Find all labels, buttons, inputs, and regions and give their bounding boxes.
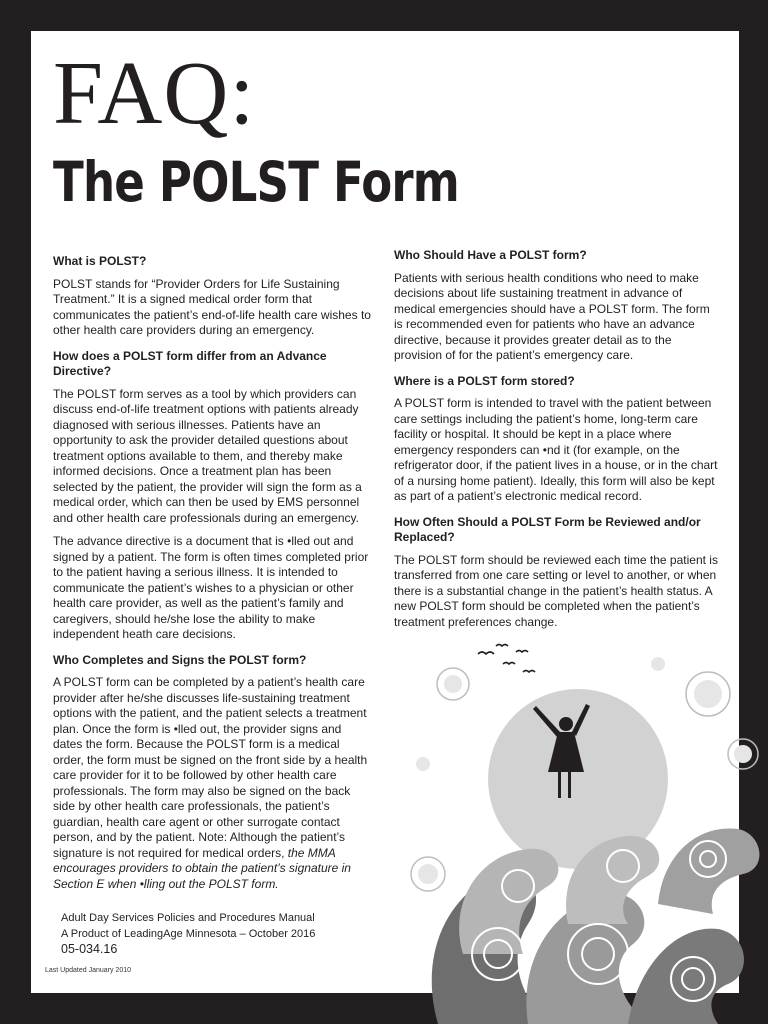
section-heading-differ-from-advance-directive: How does a POLST form differ from an Advance Directive? (53, 348, 327, 378)
section-heading-who-completes: Who Completes and Signs the POLST form? (53, 652, 307, 667)
section-heading-where-stored: Where is a POLST form stored? (394, 373, 575, 388)
section-paragraph: The advance directive is a document that is •lled out and signed by a patient. The form is often times completed prior to the patient having a serious illness. It is intended to communicate the patient’s wishes to a physician or other health care provider, as well as the patient’s family and caregivers, should he/she lose the ability to make independent heath care decisions. (53, 534, 369, 641)
section-heading-how-often-reviewed: How Often Should a POLST Form be Reviewed and/or Replaced? (394, 514, 701, 544)
woman-on-flowers-illustration-icon (408, 624, 768, 1024)
page-title: The POLST Form (53, 150, 459, 214)
paragraph-italic-text: the MMA encourages providers to obtain the patient’s signature in Section E when •lling out the POLST form. (53, 845, 351, 891)
section-paragraph: A POLST form is intended to travel with the patient between care settings including the patient’s home, long-term care facility or hospital. It should be kept in a place where emergency responders can •nd it (for example, on the refrigerator door, if the patient lives in a house, or in the chart of a nursing home patient). Ideally, this form will also be kept as part of a patient’s electronic medical record. (394, 396, 718, 503)
section-heading-what-is-polst: What is POLST? (53, 254, 147, 268)
paisley-leaf (628, 929, 744, 1024)
paisley-leaf (459, 849, 558, 954)
birds (478, 645, 535, 673)
paragraph-text: A POLST form can be completed by a patient’s health care provider after he/she discusses life-sustaining treatment options with the patient, and the patient selects a treatment plan. Once the form is •lled out, the provider signs and dates the form. Because the POLST form is a medical order, the form must be signed on the front side by a health care provider for it to be followed by other health care professionals. The form may also be signed on the back side by other health care professionals, the patient’s guardian, health care agent or other surrogate contact person, and by the patient. Note: Although the patient’s signature is not required for medical orders, (53, 675, 368, 860)
left-column (53, 254, 373, 902)
section-heading-who-should-have: Who Should Have a POLST form? (394, 248, 587, 262)
last-updated-note: Last Updated January 2010 (45, 967, 132, 974)
footer-publisher: A Product of LeadingAge Minnesota – October 2016 (61, 927, 316, 940)
section-paragraph: POLST stands for “Provider Orders for Life Sustaining Treatment.” It is a signed medical order form that communicates the patient’s end-of-life health care wishes to other health care providers during an emergency. (53, 276, 371, 337)
faq-heading: FAQ: (53, 44, 256, 143)
section-paragraph: Patients with serious health conditions who need to make decisions about life sustaining treatment in advance of medical emergencies should have a POLST form. The form is recommended even for patients who have an advance directive, because it provides greater detail as to the provision of for the patient’s emergency care. (394, 270, 710, 362)
right-column (394, 248, 719, 640)
section-paragraph: The POLST form should be reviewed each time the patient is transferred from one care setting or level to another, or when there is a substantial change in the patient’s health status. A new POLST form should be completed when the patient’s treatment preferences change. (394, 552, 718, 629)
section-paragraph: The POLST form serves as a tool by which providers can discuss end-of-life treatment options with patients already diagnosed with serious illnesses. Patients have an opportunity to ask the provider detailed questions about treatment options available to them, and thereby make informed decisions. Once a treatment plan has been selected by the patient, the provider will sign the form as a medical order, which can then be used by EMS personnel and other health care professionals during an emergency. (53, 386, 362, 525)
section-paragraph (53, 675, 373, 892)
footer-document-code: 05-034.16 (61, 942, 118, 956)
footer-manual-name: Adult Day Services Policies and Procedures Manual (61, 912, 315, 924)
footer (61, 911, 315, 958)
